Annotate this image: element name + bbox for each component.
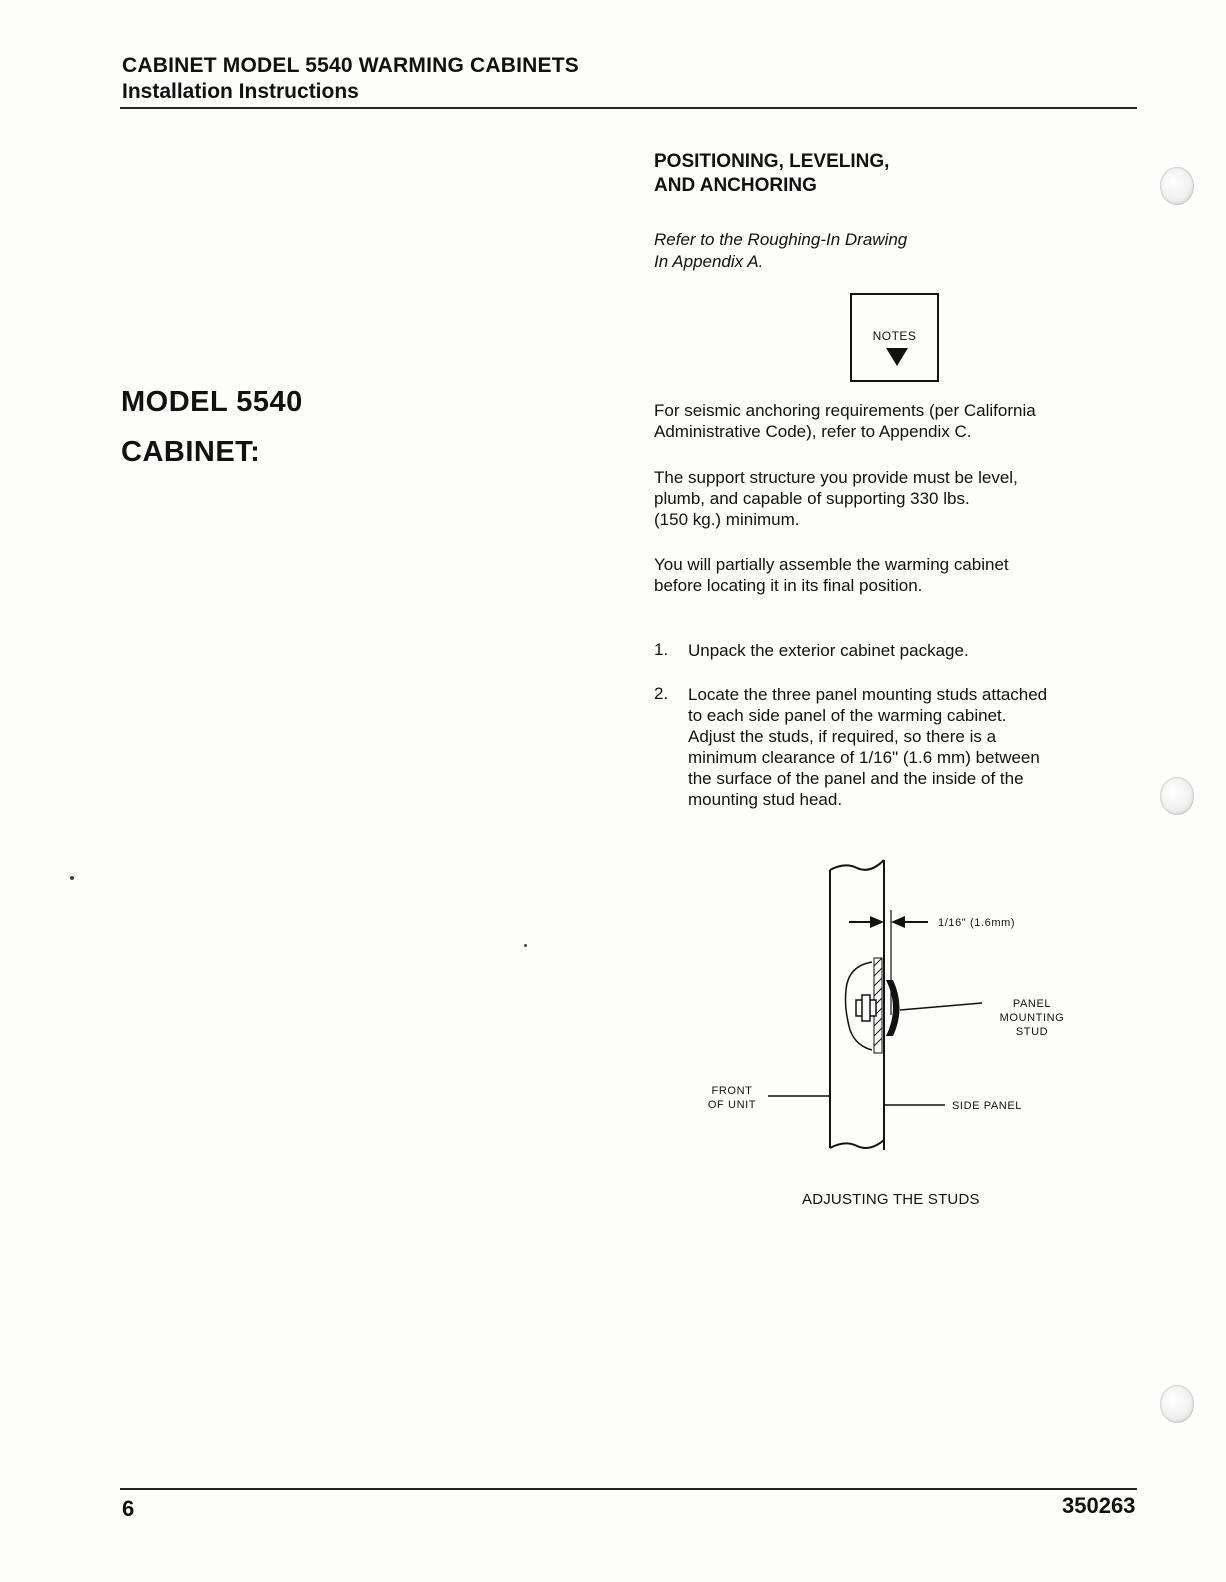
figure-caption: ADJUSTING THE STUDS bbox=[802, 1191, 980, 1208]
step-number: 2. bbox=[654, 684, 669, 703]
step-line: minimum clearance of 1/16" (1.6 mm) between bbox=[688, 748, 1040, 767]
step-line: to each side panel of the warming cabinet. bbox=[688, 706, 1007, 725]
punch-hole bbox=[1160, 1385, 1194, 1423]
side-panel-label: SIDE PANEL bbox=[952, 1100, 1022, 1112]
document-subtitle: Installation Instructions bbox=[122, 80, 359, 103]
stud-leader-line bbox=[900, 1003, 982, 1010]
page-number: 6 bbox=[122, 1496, 135, 1521]
step-line: mounting stud head. bbox=[688, 790, 843, 809]
arrow-right-icon bbox=[870, 916, 884, 928]
paragraph-line: plumb, and capable of supporting 330 lbs. bbox=[654, 489, 970, 508]
punch-hole bbox=[1160, 167, 1194, 205]
front-label-line: OF UNIT bbox=[707, 1099, 757, 1111]
paragraph-line: You will partially assemble the warming cabinet bbox=[654, 555, 1009, 574]
section-title-line-1: POSITIONING, LEVELING, bbox=[654, 151, 890, 172]
stud-label-line: PANEL bbox=[1012, 998, 1052, 1010]
document-number: 350263 bbox=[1062, 1493, 1136, 1518]
paragraph-line: For seismic anchoring requirements (per California bbox=[654, 401, 1036, 420]
step-number: 1. bbox=[654, 640, 669, 659]
paragraph-line: (150 kg.) minimum. bbox=[654, 510, 800, 529]
paragraph-line: The support structure you provide must be level, bbox=[654, 468, 1018, 487]
scan-speck bbox=[524, 944, 527, 947]
front-of-unit-label bbox=[700, 1084, 764, 1112]
section-title-line-2: AND ANCHORING bbox=[654, 175, 817, 196]
stud-label bbox=[982, 997, 1082, 1039]
clearance-label: 1/16" (1.6mm) bbox=[938, 917, 1016, 929]
top-break-line bbox=[830, 860, 884, 870]
stud-label-line: STUD bbox=[1015, 1026, 1049, 1038]
paragraph-line: before locating it in its final position. bbox=[654, 576, 923, 595]
front-label-line: FRONT bbox=[711, 1085, 753, 1097]
arrow-left-icon bbox=[891, 916, 905, 928]
footer-divider bbox=[120, 1488, 1137, 1490]
side-heading-line-1: MODEL 5540 bbox=[121, 386, 303, 418]
reference-line-2: In Appendix A. bbox=[654, 252, 764, 271]
scan-speck bbox=[70, 876, 74, 880]
paragraph-line: Administrative Code), refer to Appendix C. bbox=[654, 422, 972, 441]
stud-head bbox=[886, 980, 900, 1036]
step-line: Unpack the exterior cabinet package. bbox=[688, 641, 969, 660]
document-title: CABINET MODEL 5540 WARMING CABINETS bbox=[122, 54, 579, 77]
stud-label-line: MOUNTING bbox=[999, 1012, 1065, 1024]
punch-hole bbox=[1160, 777, 1194, 815]
stud-nut bbox=[862, 995, 870, 1021]
notes-label: NOTES bbox=[872, 329, 917, 343]
reference-line-1: Refer to the Roughing-In Drawing bbox=[654, 230, 908, 249]
side-heading-line-2: CABINET: bbox=[121, 436, 261, 468]
step-line: Locate the three panel mounting studs attached bbox=[688, 685, 1048, 704]
step-line: Adjust the studs, if required, so there is a bbox=[688, 727, 997, 746]
step-line: the surface of the panel and the inside of the bbox=[688, 769, 1024, 788]
bottom-break-line bbox=[830, 1140, 884, 1148]
